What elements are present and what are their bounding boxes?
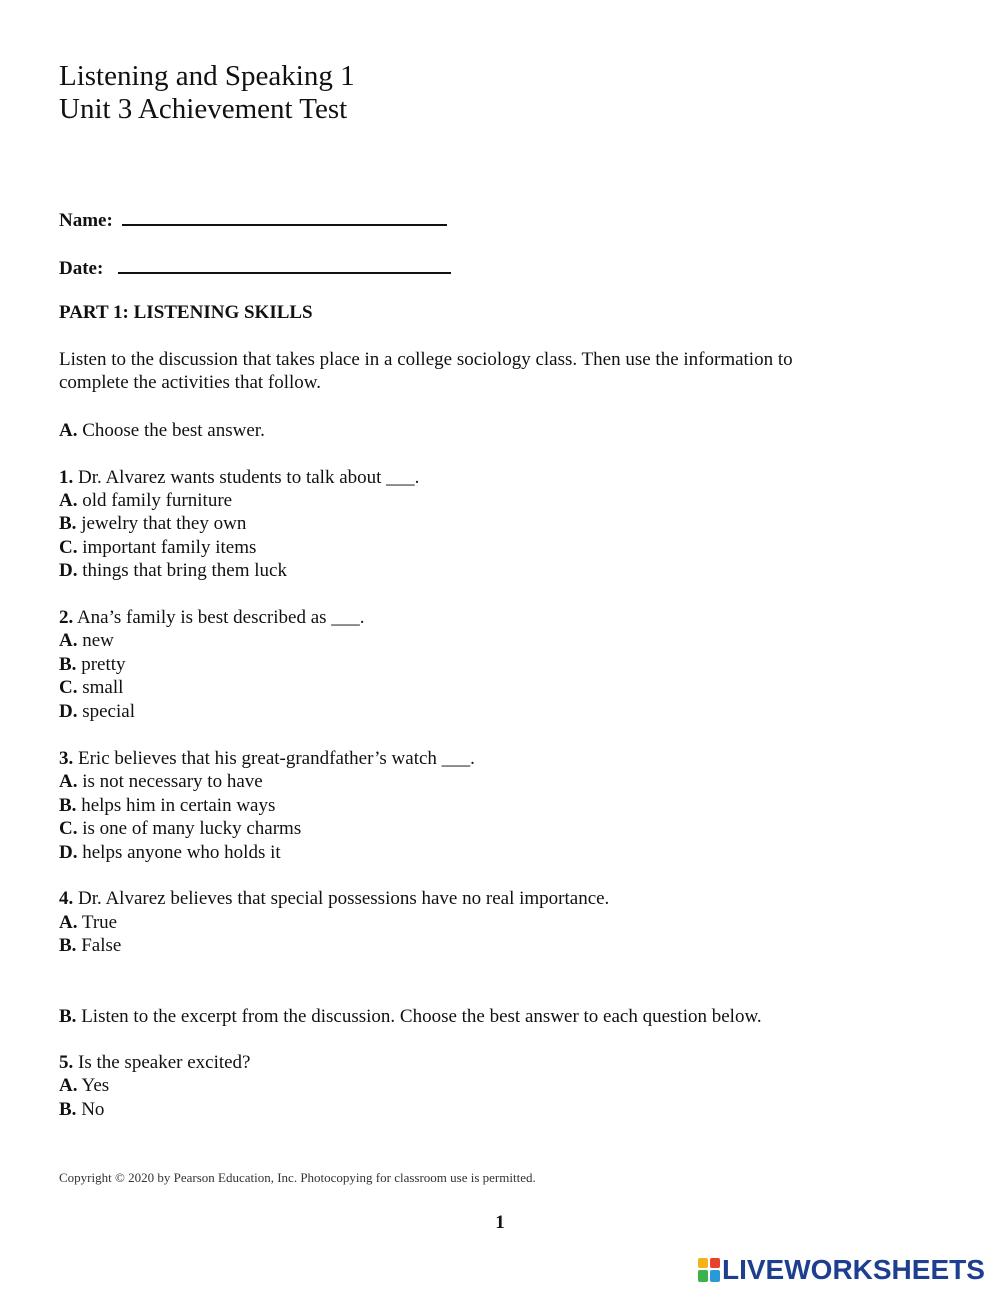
question-5-option-b[interactable]: B. No	[59, 1099, 105, 1120]
liveworksheets-logo-icon	[698, 1258, 720, 1282]
question-2-option-b[interactable]: B. pretty	[59, 654, 126, 675]
liveworksheets-logo	[698, 1256, 985, 1284]
section-b-letter: B.	[59, 1006, 77, 1027]
question-3-option-c[interactable]: C. is one of many lucky charms	[59, 818, 302, 839]
question-1-option-a[interactable]: A. old family furniture	[59, 490, 233, 511]
question-4-option-a[interactable]: A. True	[59, 912, 118, 933]
question-2-option-c[interactable]: C. small	[59, 677, 124, 698]
title-line-1: Listening and Speaking 1	[59, 60, 355, 92]
question-5-option-a[interactable]: A. Yes	[59, 1075, 110, 1096]
question-2-option-d[interactable]: D. special	[59, 701, 135, 722]
question-1: 1. Dr. Alvarez wants students to talk about ___.	[59, 467, 420, 488]
intro-line-1: Listen to the discussion that takes place in a college sociology class. Then use the information to	[59, 349, 793, 370]
title-line-2: Unit 3 Achievement Test	[59, 93, 348, 125]
question-4: 4. Dr. Alvarez believes that special possessions have no real importance.	[59, 888, 610, 909]
page-number: 1	[495, 1212, 505, 1233]
intro-line-2: complete the activities that follow.	[59, 372, 322, 393]
question-3-option-d[interactable]: D. helps anyone who holds it	[59, 842, 281, 863]
name-blank[interactable]	[122, 207, 447, 226]
question-5: 5. Is the speaker excited?	[59, 1052, 251, 1073]
question-1-option-d[interactable]: D. things that bring them luck	[59, 560, 287, 581]
part1-heading: PART 1: LISTENING SKILLS	[59, 302, 313, 323]
question-2: 2. Ana’s family is best described as ___.	[59, 607, 365, 628]
question-3-option-b[interactable]: B. helps him in certain ways	[59, 795, 276, 816]
name-field[interactable]	[59, 207, 447, 232]
question-3-option-a[interactable]: A. is not necessary to have	[59, 771, 263, 792]
question-1-option-c[interactable]: C. important family items	[59, 537, 257, 558]
copyright-notice: Copyright © 2020 by Pearson Education, Inc. Photocopying for classroom use is permitted.	[59, 1170, 536, 1185]
question-1-option-b[interactable]: B. jewelry that they own	[59, 513, 247, 534]
name-label: Name:	[59, 210, 113, 231]
question-3: 3. Eric believes that his great-grandfather’s watch ___.	[59, 748, 475, 769]
date-field[interactable]	[59, 255, 451, 280]
section-b-instruction: B. Listen to the excerpt from the discussion. Choose the best answer to each question below.	[59, 1006, 762, 1027]
date-blank[interactable]	[118, 255, 451, 274]
question-4-option-b[interactable]: B. False	[59, 935, 122, 956]
date-label: Date:	[59, 258, 104, 279]
question-2-option-a[interactable]: A. new	[59, 630, 114, 651]
section-a-letter: A.	[59, 420, 78, 441]
section-a-instruction: A. Choose the best answer.	[59, 420, 265, 441]
liveworksheets-logo-text: LIVEWORKSHEETS	[722, 1254, 985, 1285]
